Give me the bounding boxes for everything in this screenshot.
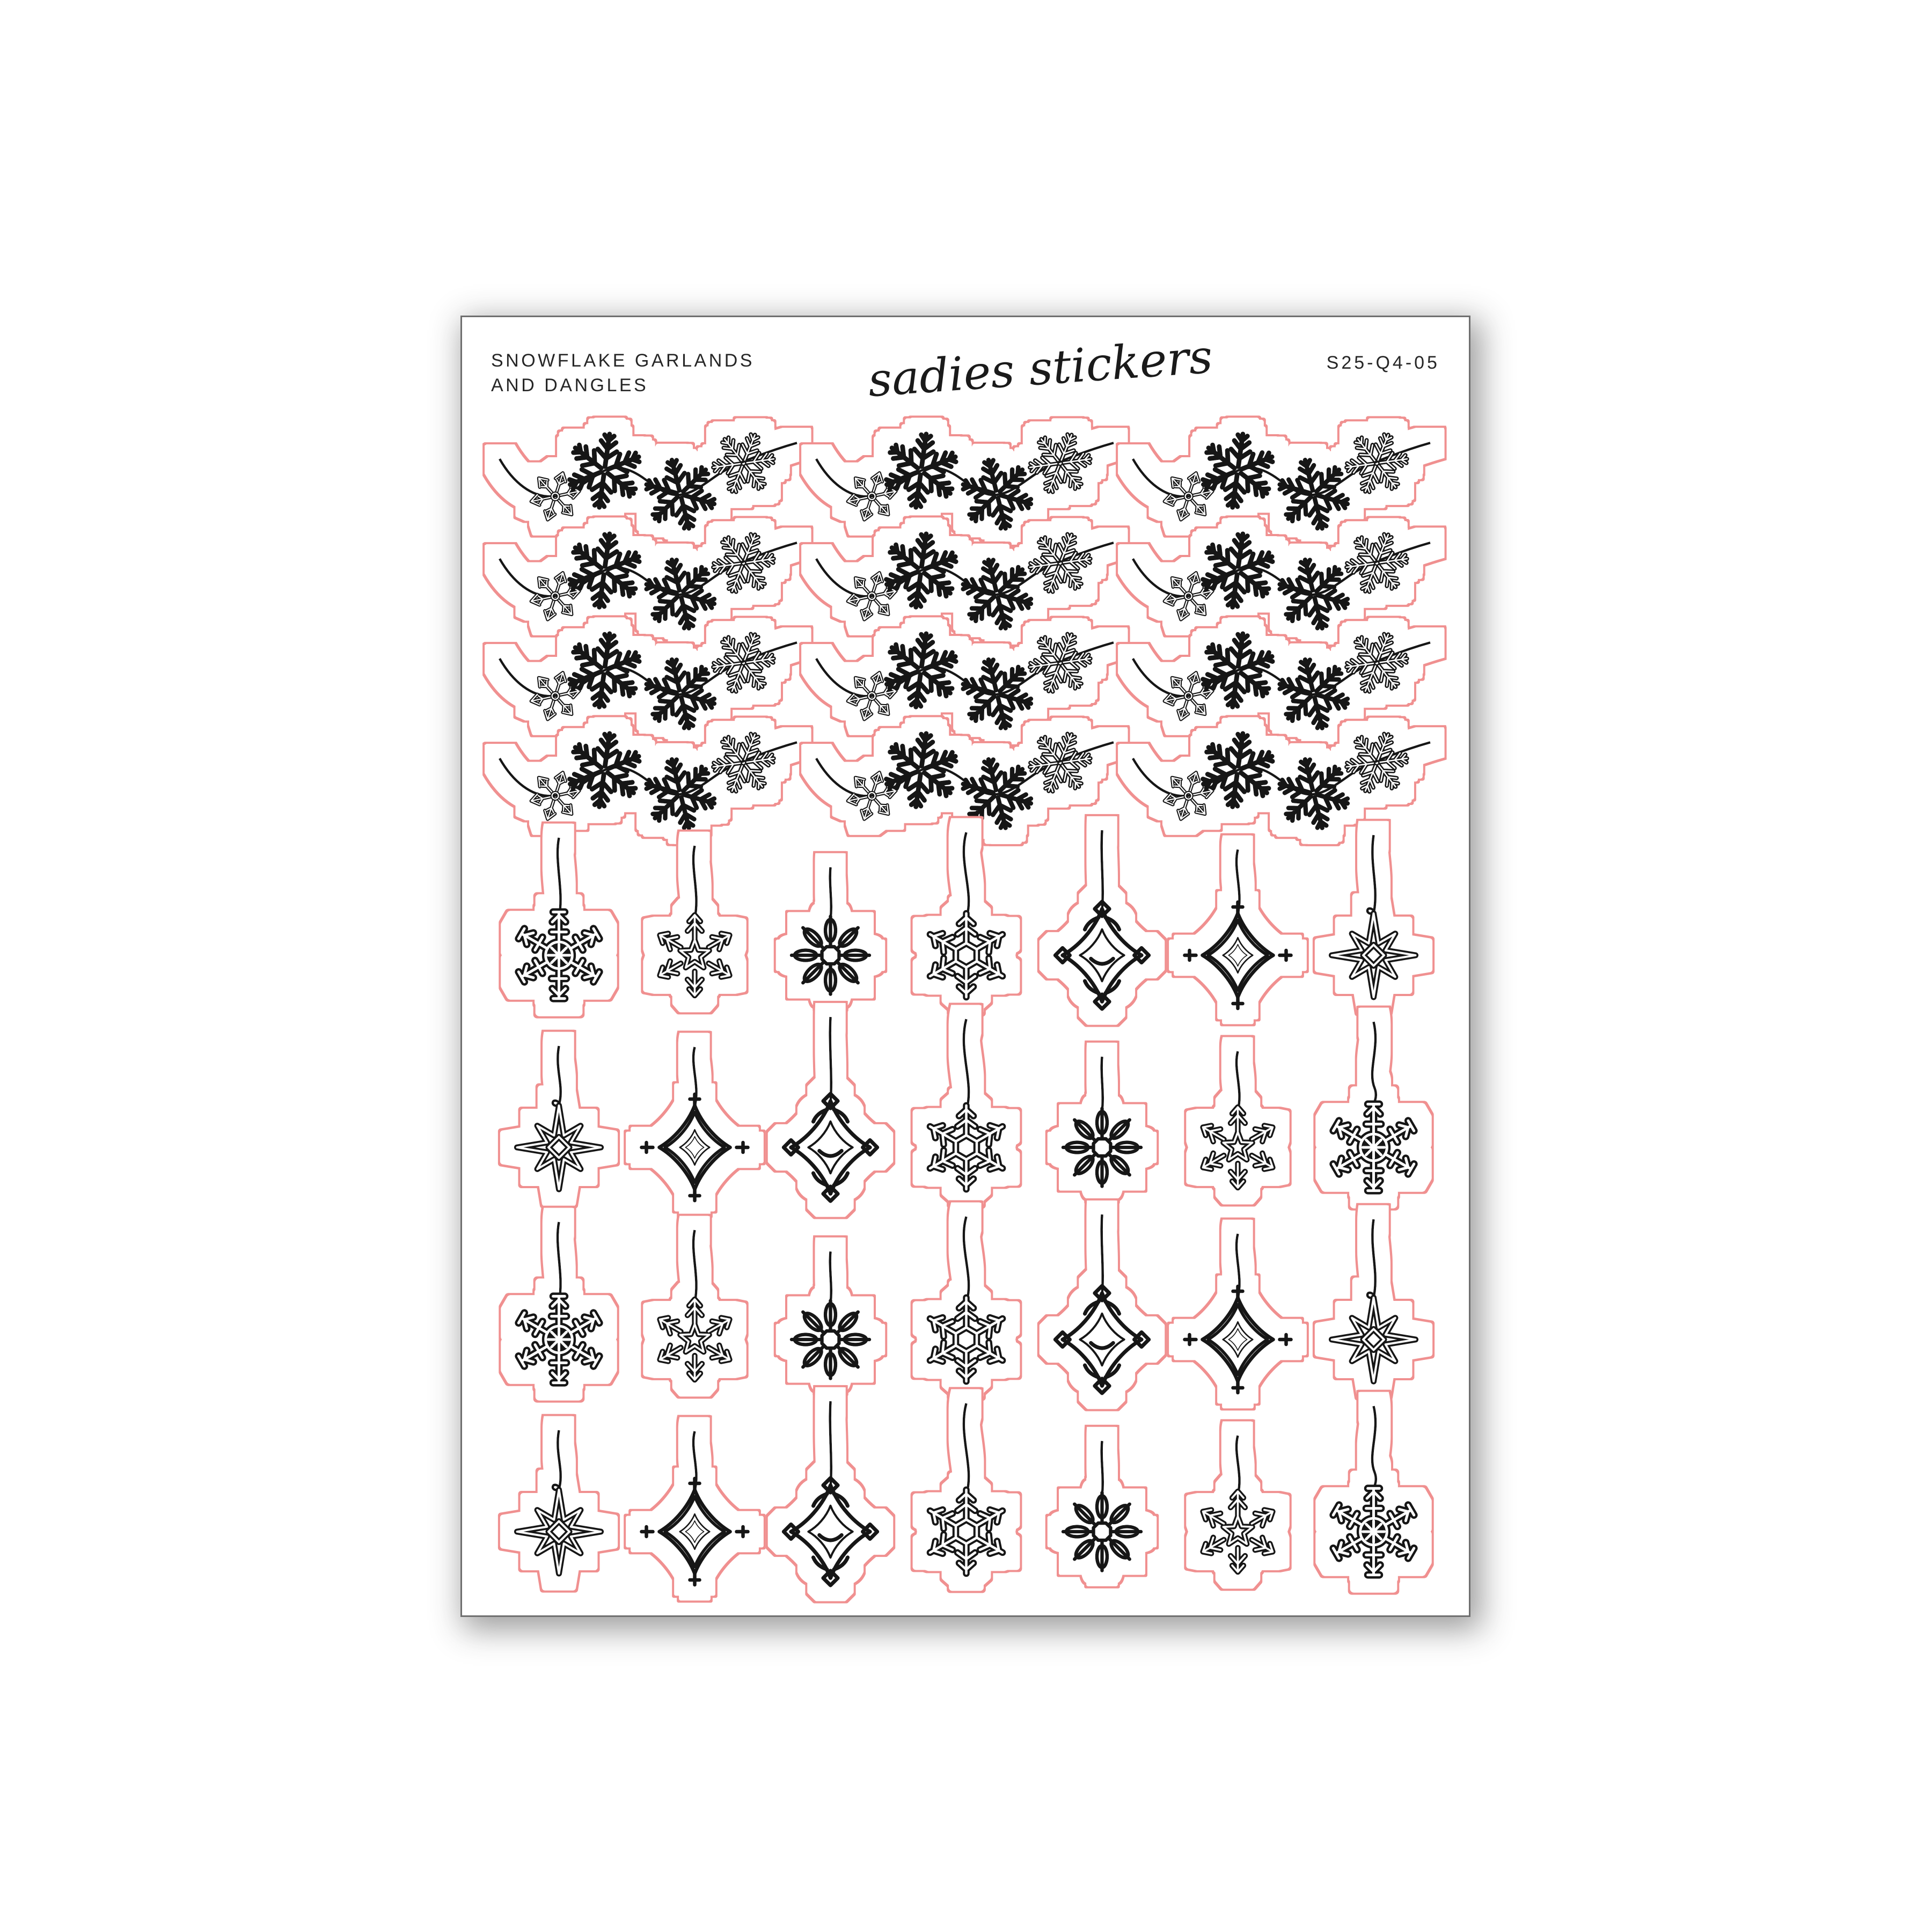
snowflake-garland-icon	[808, 530, 1123, 630]
dangle-sticker-diamond-double-icon	[1170, 829, 1306, 1021]
dangle-sticker-flake-circle-icon	[491, 829, 627, 1021]
dangle-sticker-loop-burst-icon	[763, 1213, 898, 1406]
dangle-row	[491, 1213, 1440, 1406]
garland-row	[491, 729, 1440, 829]
dangle-sticker-flake-star-icon	[1170, 1021, 1306, 1213]
dangle-sticker-diamond-double-icon	[627, 1021, 763, 1213]
dangle-sticker-star-eight-icon	[491, 1406, 627, 1598]
dangle-sticker-loop-burst-icon	[1034, 1406, 1170, 1598]
snowflake-garland-icon	[491, 530, 807, 630]
snowflake-garland-icon	[491, 430, 807, 530]
dangle-row	[491, 1406, 1440, 1598]
product-code: S25-Q4-05	[1326, 353, 1440, 373]
dangle-sticker-flake-circle-icon	[1306, 1406, 1441, 1598]
snowflake-garland-icon	[1124, 630, 1440, 729]
snowflake-garland-icon	[1124, 530, 1440, 630]
dangle-sticker-flake-star-icon	[627, 1213, 763, 1406]
dangle-row	[491, 1021, 1440, 1213]
dangle-sticker-diamond-double-icon	[1170, 1213, 1306, 1406]
dangle-sticker-star-eight-icon	[1306, 829, 1441, 1021]
dangle-sticker-flake-hex-icon	[898, 829, 1034, 1021]
snowflake-garland-icon	[808, 430, 1123, 530]
dangle-row	[491, 829, 1440, 1021]
snowflake-garland-icon	[1124, 729, 1440, 829]
dangle-sticker-flake-star-icon	[627, 829, 763, 1021]
dangle-sticker-diamond-open-icon	[763, 1021, 898, 1213]
dangle-sticker-flake-hex-icon	[898, 1213, 1034, 1406]
sheet-title-line1: SNOWFLAKE GARLANDS	[491, 350, 755, 371]
sheet-header	[491, 317, 1440, 422]
dangle-sticker-loop-burst-icon	[763, 829, 898, 1021]
dangle-sticker-grid	[491, 829, 1440, 1598]
garland-row	[491, 630, 1440, 729]
dangle-sticker-star-eight-icon	[491, 1021, 627, 1213]
snowflake-garland-icon	[491, 630, 807, 729]
dangle-sticker-flake-hex-icon	[898, 1406, 1034, 1598]
dangle-sticker-diamond-double-icon	[627, 1406, 763, 1598]
snowflake-garland-icon	[808, 729, 1123, 829]
dangle-sticker-flake-circle-icon	[491, 1213, 627, 1406]
garland-row	[491, 530, 1440, 630]
dangle-sticker-diamond-open-icon	[1034, 1213, 1170, 1406]
dangle-sticker-flake-star-icon	[1170, 1406, 1306, 1598]
snowflake-garland-icon	[808, 630, 1123, 729]
garland-sticker-grid	[491, 430, 1440, 829]
dangle-sticker-loop-burst-icon	[1034, 1021, 1170, 1213]
dangle-sticker-diamond-open-icon	[1034, 829, 1170, 1021]
snowflake-garland-icon	[491, 729, 807, 829]
dangle-sticker-flake-hex-icon	[898, 1021, 1034, 1213]
sheet-title	[491, 348, 755, 398]
brand-logo: sadies stickers	[866, 330, 1215, 408]
dangle-sticker-star-eight-icon	[1306, 1213, 1441, 1406]
snowflake-garland-icon	[1124, 430, 1440, 530]
sheet-title-line2: AND DANGLES	[491, 375, 649, 396]
garland-row	[491, 430, 1440, 530]
dangle-sticker-diamond-open-icon	[763, 1406, 898, 1598]
sticker-sheet	[460, 316, 1470, 1617]
dangle-sticker-flake-circle-icon	[1306, 1021, 1441, 1213]
